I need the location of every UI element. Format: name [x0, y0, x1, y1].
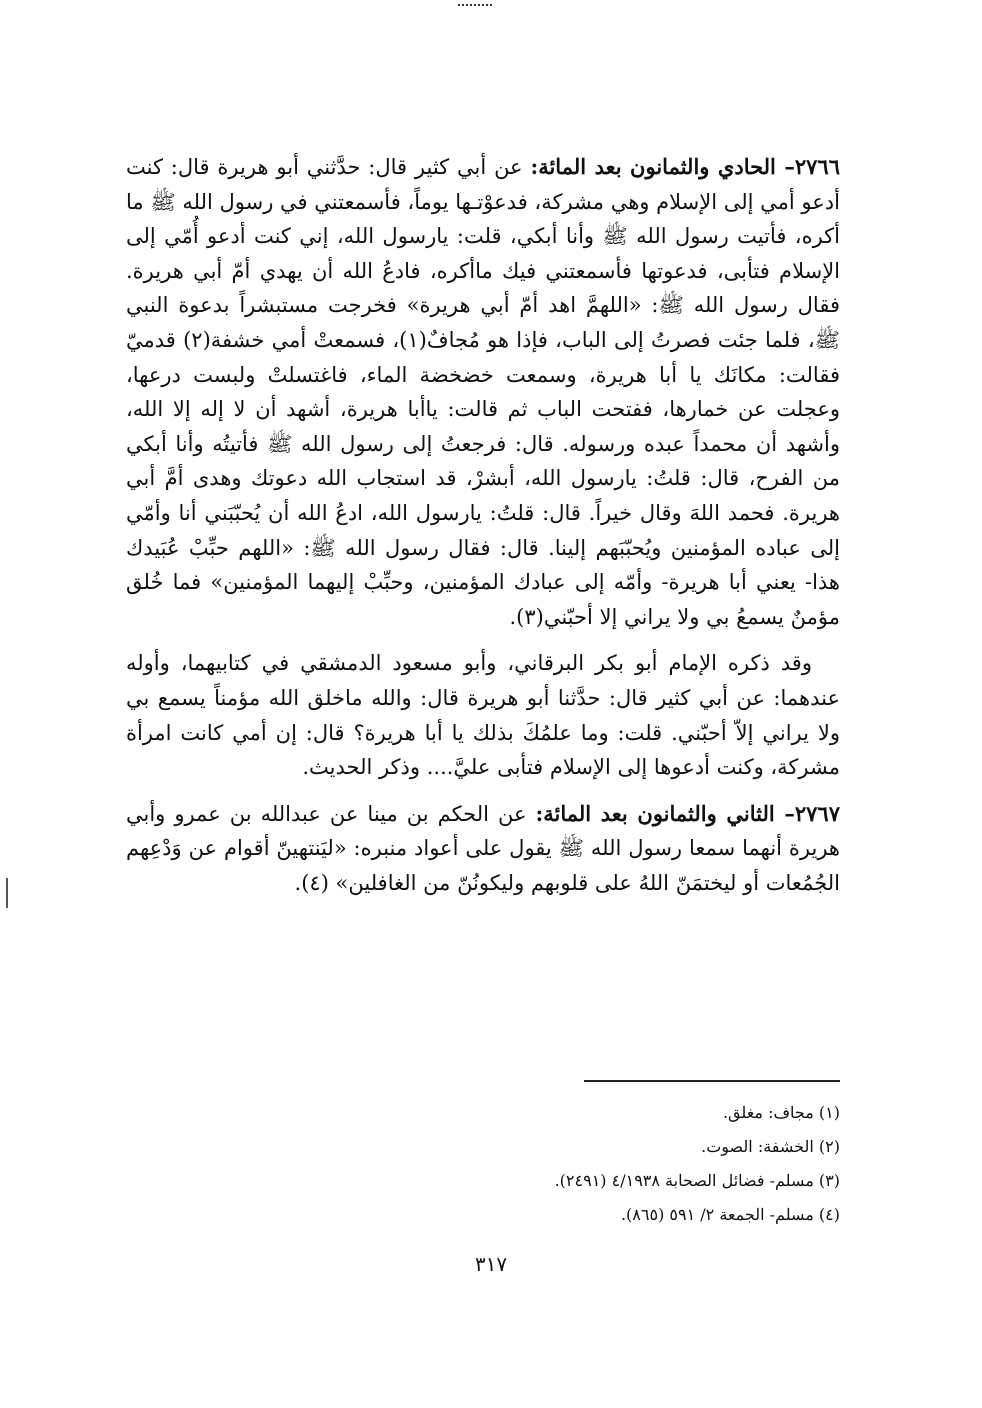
footnote-2: (٢) الخشفة: الصوت.	[701, 1137, 840, 1156]
footnote-divider	[584, 1080, 840, 1082]
footnote-1: (١) مجاف: مغلق.	[722, 1103, 840, 1122]
hadith-2767-paragraph-1	[126, 797, 840, 901]
hadith-title: – الثاني والثمانون بعد المائة:	[535, 800, 795, 826]
hadith-text: عن أبي كثير قال: حدَّثني أبو هريرة قال: كنت أدعو أمي إلى الإسلام وهي مشركة، فدعوْتـها يوماً، فأسمعتني في رسول الله ﷺ ما أكره، فأتيت رسول الله ﷺ وأنا أبكي، قلت: يارسول الله، إني كنت أدعو أُمّي إلى الإسلام فتأبى، فدعوتها فأسمعتني فيك ماأكره، فادعُ الله أن يهدي أمّ أبي هريرة. فقال رسول الله ﷺ: «اللهمَّ اهد أمّ أبي هريرة» فخرجت مستبشراً بدعوة النبي ﷺ، فلما جئت فصرتُ إلى الباب، فإذا هو مُجافٌ(١)، فسمعتْ أمي خشفة(٢) قدميّ فقالت: مكانَك يا أبا هريرة، وسمعت خضخضة الماء، فاغتسلتْ ولبست درعها، وعجلت عن خمارها، ففتحت الباب ثم قالت: ياأبا هريرة، أشهد أن لا إله إلا الله، وأشهد أن محمداً عبده ورسوله. قال: فرجعتُ إلى رسول الله ﷺ فأتيتُه وأنا أبكي من الفرح، قال: قلتُ: يارسول الله، أبشرْ، قد استجاب الله دعوتك وهدى أمَّ أبي هريرة. فحمد اللهَ وقال خيراً. قال: قلتُ: يارسول الله، ادعُ الله أن يُحبّبَني أنا وأمّي إلى عباده المؤمنين ويُحبّبَهم إلينا. قال: فقال رسول الله ﷺ: «اللهم حبِّبْ عُبَيدك هذا- يعني أبا هريرة- وأمّه إلى عبادك المؤمنين، وحبِّبْ إليهما المؤمنين» فما خُلق مؤمنٌ يسمعُ بي ولا يراني إلا أحبّني(٣).	[126, 155, 840, 629]
main-text	[126, 150, 840, 912]
hadith-2766-paragraph-1	[126, 150, 840, 634]
margin-scan-mark	[6, 878, 8, 908]
hadith-title: – الحادي والثمانون بعد المائة:	[530, 154, 795, 179]
footnote-4: (٤) مسلم- الجمعة ٢/ ٥٩١ (٨٦٥).	[620, 1205, 840, 1224]
hadith-number: ٢٧٦٦	[794, 154, 840, 179]
hadith-2766-paragraph-2: وقد ذكره الإمام أبو بكر البرقاني، وأبو مسعود الدمشقي في كتابيهما، وأوله عندهما: عن أبي كثير قال: حدَّثنا أبو هريرة قال: والله ماخلق الله مؤمناً يسمع بي ولا يراني إلاّ أحبّني. قلت: وما علمُكَ بذلك يا أبا هريرة؟ قال: إن أمي كانت امرأة مشركة، وكنت أدعوها إلى الإسلام فتأبى عليَّ.... وذكر الحديث.	[126, 651, 840, 780]
footnote-3: (٣) مسلم- فضائل الصحابة ٤/١٩٣٨ (٢٤٩١).	[554, 1171, 840, 1190]
hadith-number: ٢٧٦٧	[794, 800, 840, 826]
hadith-text: عن الحكم بن مينا عن عبدالله بن عمرو وأبي هريرة أنهما سمعا رسول الله ﷺ يقول على أعواد منبره: «ليَنتهينّ أقوام عن وَدْعِهم الجُمُعات أو ليختمَنّ اللهُ على قلوبهم وليكونُنّ من الغافلين» (٤).	[126, 801, 840, 895]
footnotes	[400, 1096, 840, 1232]
top-scan-mark	[458, 4, 492, 6]
page-number: ٣١٧	[474, 1252, 508, 1276]
